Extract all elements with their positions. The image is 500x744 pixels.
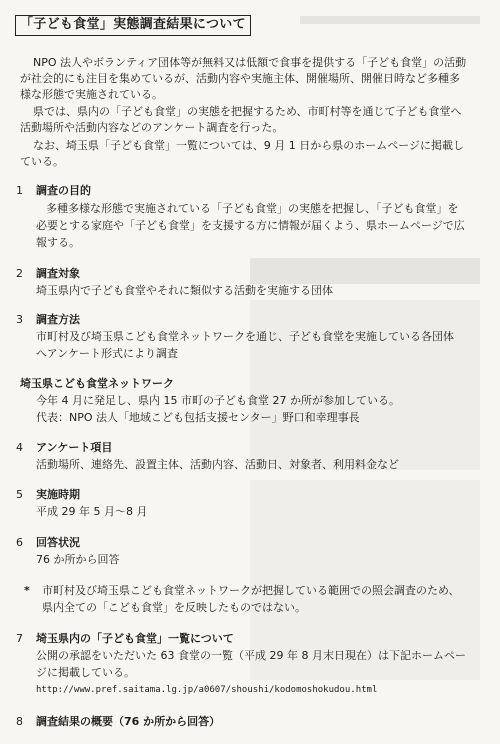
scan-bleed-through bbox=[300, 16, 480, 24]
intro-line: 県では、県内の「子ども食堂」の実態を把握するため、市町村等を通じて子ども食堂へ bbox=[33, 105, 462, 118]
section-line: 活動場所、連絡先、設置主体、活動内容、活動日、対象者、利用料金など bbox=[36, 458, 399, 471]
page-title: 「子ども食堂」実態調査結果について bbox=[15, 15, 251, 36]
section-line: へアンケート形式により調査 bbox=[36, 347, 179, 360]
intro-line: NPO 法人やボランティア団体等が無料又は低額で食事を提供する「子ども食堂」の活動 bbox=[33, 56, 467, 69]
section-number: 6 bbox=[16, 536, 23, 549]
section-number: 3 bbox=[16, 313, 23, 326]
homepage-link[interactable]: http://www.pref.saitama.lg.jp/a0607/shoushi/kodomoshokudou.html bbox=[36, 685, 378, 695]
section-line: 報する。 bbox=[36, 236, 80, 249]
section-number: 4 bbox=[16, 441, 23, 454]
note-line: 県内全ての「こども食堂」を反映したものではない。 bbox=[42, 601, 306, 614]
section-heading: 調査の目的 bbox=[36, 184, 91, 197]
section-heading: 調査結果の概要（76 か所から回答） bbox=[36, 715, 221, 728]
section-line: 76 か所から回答 bbox=[36, 553, 120, 566]
section-heading: 調査方法 bbox=[36, 313, 80, 326]
intro-line: が社会的にも注目を集めているが、活動内容や実施主体、開催場所、開催日時など多種多 bbox=[20, 72, 460, 85]
section-line: 公開の承認をいただいた 63 食堂の一覧（平成 29 年 8 月末日現在）は下記ホームペー bbox=[36, 649, 466, 662]
intro-line: ている。 bbox=[20, 155, 64, 168]
section-line: 埼玉県内で子ども食堂やそれに類似する活動を実施する団体 bbox=[36, 284, 333, 297]
section-number: 8 bbox=[16, 715, 23, 728]
section-heading: 調査対象 bbox=[36, 267, 80, 280]
network-line: 今年 4 月に発足し、県内 15 市町の子ども食堂 27 か所が参加している。 bbox=[36, 394, 400, 407]
section-heading: 埼玉県内の「子ども食堂」一覧について bbox=[36, 632, 234, 645]
section-line: 必要とする家庭や「子ども食堂」を支援する方に情報が届くよう、県ホームページで広 bbox=[36, 219, 465, 232]
section-line: ジに掲載している。 bbox=[36, 666, 135, 679]
intro-line: 活動場所や活動内容などのアンケート調査を行った。 bbox=[20, 121, 284, 134]
section-number: 5 bbox=[16, 488, 23, 501]
network-line: 代表：NPO 法人「地域こども包括支援センター」野口和幸理事長 bbox=[36, 411, 360, 424]
scan-bleed-through bbox=[250, 300, 480, 470]
intro-line: 様な形態で実施されている。 bbox=[20, 88, 163, 101]
network-heading: 埼玉県こども食堂ネットワーク bbox=[20, 377, 174, 390]
section-line: 平成 29 年 5 月～8 月 bbox=[36, 505, 148, 518]
section-number: 2 bbox=[16, 267, 23, 280]
section-line: 市町村及び埼玉県こども食堂ネットワークを通じ、子ども食堂を実施している各団体 bbox=[36, 330, 454, 343]
scan-bleed-through bbox=[250, 258, 480, 284]
section-number: 1 bbox=[16, 184, 23, 197]
section-number: 7 bbox=[16, 632, 23, 645]
section-heading: アンケート項目 bbox=[36, 441, 113, 454]
intro-line: なお、埼玉県「子ども食堂」一覧については、9 月 1 日から県のホームページに掲載し bbox=[33, 139, 465, 152]
section-heading: 回答状況 bbox=[36, 536, 80, 549]
note-mark: * bbox=[24, 584, 30, 597]
section-line: 多種多様な形態で実施されている「子ども食堂」の実態を把握し、「子ども食堂」を bbox=[46, 202, 459, 215]
note-line: 市町村及び埼玉県こども食堂ネットワークが把握している範囲での照会調査のため、 bbox=[42, 584, 460, 597]
section-heading: 実施時期 bbox=[36, 488, 80, 501]
